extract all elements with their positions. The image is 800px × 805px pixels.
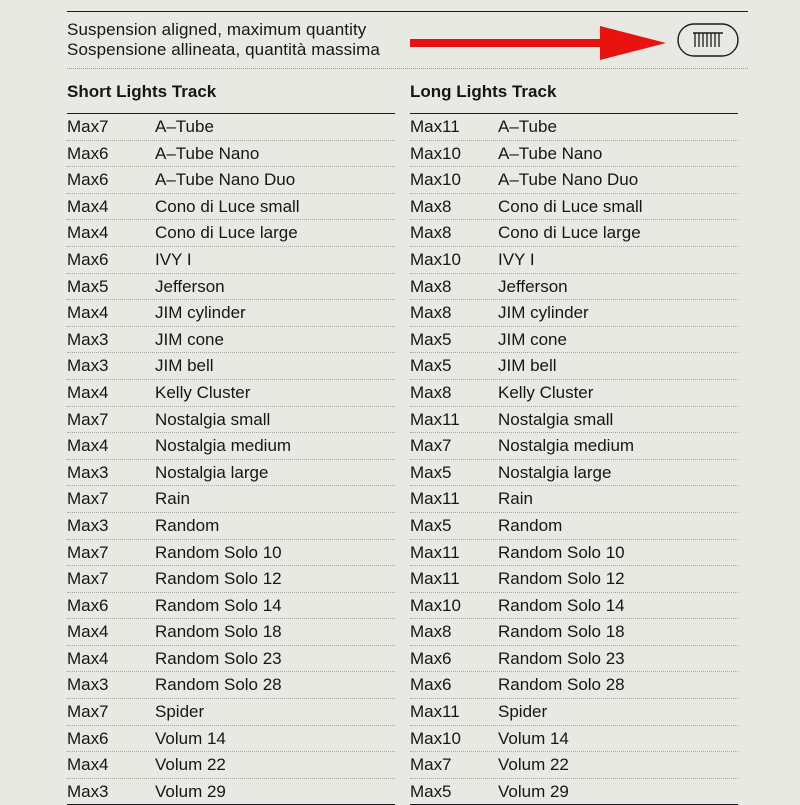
light-name: Jefferson	[498, 276, 568, 296]
short-track-title: Short Lights Track	[67, 80, 395, 114]
list-item	[410, 220, 738, 247]
max-quantity: 5	[442, 515, 452, 535]
list-item	[410, 194, 738, 221]
light-name: Volum 22	[498, 755, 569, 775]
light-name: Random Solo 18	[498, 622, 625, 642]
max-quantity: 4	[99, 196, 109, 216]
max-quantity: 8	[442, 382, 452, 402]
header-line-it: Sospensione allineata, quantità massima	[67, 40, 380, 59]
header-line-en: Suspension aligned, maximum quantity	[67, 20, 367, 39]
max-label: Max	[410, 515, 443, 535]
list-item	[67, 752, 395, 779]
short-track-list	[67, 114, 395, 805]
max-label: Max	[410, 356, 443, 376]
header	[67, 20, 748, 68]
list-item	[67, 699, 395, 726]
list-item	[67, 353, 395, 380]
max-quantity: 7	[99, 702, 109, 722]
max-label: Max	[67, 196, 100, 216]
max-label: Max	[67, 276, 100, 296]
max-label: Max	[410, 755, 443, 775]
max-label: Max	[67, 143, 100, 163]
list-item	[410, 593, 738, 620]
max-quantity: 11	[442, 702, 460, 722]
max-label: Max	[67, 702, 100, 722]
max-quantity: 11	[442, 117, 460, 136]
max-quantity: 11	[442, 569, 460, 589]
light-name: Kelly Cluster	[155, 382, 251, 402]
max-quantity: 7	[99, 569, 109, 589]
list-item	[410, 646, 738, 673]
light-name: Volum 14	[498, 728, 569, 748]
list-item	[67, 672, 395, 699]
light-name: Volum 14	[155, 728, 226, 748]
list-item	[410, 699, 738, 726]
light-name: Random Solo 10	[155, 542, 282, 562]
max-label: Max	[410, 276, 443, 296]
max-label: Max	[410, 249, 443, 269]
list-item	[410, 752, 738, 779]
max-label: Max	[67, 542, 100, 562]
max-quantity: 8	[442, 196, 452, 216]
max-quantity: 3	[99, 329, 109, 349]
list-item	[410, 327, 738, 354]
max-quantity: 7	[99, 409, 109, 429]
max-label: Max	[67, 515, 100, 535]
max-label: Max	[410, 223, 443, 243]
light-name: Kelly Cluster	[498, 382, 594, 402]
max-quantity: 8	[442, 276, 452, 296]
max-quantity: 3	[99, 675, 109, 695]
light-name: JIM bell	[155, 356, 214, 376]
max-quantity: 6	[99, 595, 109, 615]
max-label: Max	[410, 117, 443, 136]
list-item	[67, 540, 395, 567]
list-item	[410, 167, 738, 194]
light-name: Random Solo 14	[155, 595, 282, 615]
max-quantity: 4	[99, 303, 109, 323]
max-label: Max	[67, 329, 100, 349]
max-quantity: 11	[442, 489, 460, 509]
max-label: Max	[67, 622, 100, 642]
max-quantity: 7	[99, 542, 109, 562]
list-item	[410, 486, 738, 513]
list-item	[410, 672, 738, 699]
list-item	[67, 114, 395, 141]
light-name: Random Solo 28	[498, 675, 625, 695]
short-track-column	[67, 80, 395, 805]
max-quantity: 3	[99, 515, 109, 535]
list-item	[67, 513, 395, 540]
max-label: Max	[67, 409, 100, 429]
header-text	[67, 20, 380, 60]
max-label: Max	[67, 728, 100, 748]
max-label: Max	[67, 462, 100, 482]
list-item	[410, 380, 738, 407]
list-item	[410, 407, 738, 434]
list-item	[410, 540, 738, 567]
max-label: Max	[410, 143, 443, 163]
track-light-icon	[677, 23, 739, 57]
max-quantity: 3	[99, 781, 109, 801]
light-name: Cono di Luce small	[155, 196, 300, 216]
list-item	[410, 274, 738, 301]
max-label: Max	[410, 675, 443, 695]
max-label: Max	[67, 356, 100, 376]
light-name: Jefferson	[155, 276, 225, 296]
list-item	[410, 247, 738, 274]
light-name: A–Tube Nano Duo	[155, 170, 296, 190]
max-quantity: 7	[99, 117, 109, 136]
list-item	[67, 300, 395, 327]
max-label: Max	[410, 595, 443, 615]
light-name: Volum 29	[155, 781, 226, 801]
max-quantity: 11	[442, 409, 460, 429]
list-item	[410, 433, 738, 460]
light-name: Cono di Luce large	[155, 223, 298, 243]
max-quantity: 6	[99, 143, 109, 163]
max-quantity: 7	[99, 489, 109, 509]
light-name: Volum 29	[498, 781, 569, 801]
max-quantity: 8	[442, 223, 452, 243]
long-track-title: Long Lights Track	[410, 80, 738, 114]
max-quantity: 5	[442, 329, 452, 349]
list-item	[67, 646, 395, 673]
light-name: Nostalgia medium	[498, 436, 635, 456]
list-item	[67, 380, 395, 407]
max-label: Max	[67, 569, 100, 589]
light-name: Nostalgia small	[155, 409, 271, 429]
max-label: Max	[67, 303, 100, 323]
max-quantity: 7	[442, 436, 452, 456]
max-label: Max	[67, 781, 100, 801]
light-name: A–Tube Nano	[498, 143, 603, 163]
max-quantity: 7	[442, 755, 452, 775]
max-quantity: 11	[442, 542, 460, 562]
max-label: Max	[67, 675, 100, 695]
long-track-column	[410, 80, 738, 805]
max-quantity: 5	[442, 356, 452, 376]
list-item	[67, 433, 395, 460]
light-name: A–Tube Nano	[155, 143, 260, 163]
max-quantity: 5	[442, 781, 452, 801]
max-label: Max	[67, 223, 100, 243]
list-item	[67, 779, 395, 805]
light-name: JIM cylinder	[498, 303, 589, 323]
light-name: Random Solo 23	[155, 648, 282, 668]
list-item	[67, 619, 395, 646]
light-name: Random Solo 14	[498, 595, 625, 615]
list-item	[67, 327, 395, 354]
light-name: Nostalgia large	[155, 462, 269, 482]
max-label: Max	[67, 755, 100, 775]
max-label: Max	[410, 622, 443, 642]
max-quantity: 6	[99, 728, 109, 748]
max-label: Max	[67, 117, 100, 136]
light-name: Random	[498, 515, 563, 535]
max-label: Max	[67, 382, 100, 402]
list-item	[410, 460, 738, 487]
max-label: Max	[410, 382, 443, 402]
max-label: Max	[410, 569, 443, 589]
max-label: Max	[67, 648, 100, 668]
list-item	[67, 566, 395, 593]
max-quantity: 10	[442, 143, 461, 163]
list-item	[67, 274, 395, 301]
max-quantity: 8	[442, 622, 452, 642]
light-name: Nostalgia large	[498, 462, 612, 482]
light-name: Random Solo 18	[155, 622, 282, 642]
light-name: Spider	[155, 702, 205, 722]
max-quantity: 10	[442, 595, 461, 615]
list-item	[410, 353, 738, 380]
light-name: JIM bell	[498, 356, 557, 376]
light-name: Volum 22	[155, 755, 226, 775]
max-quantity: 10	[442, 170, 461, 190]
list-item	[410, 619, 738, 646]
list-item	[67, 593, 395, 620]
max-quantity: 4	[99, 382, 109, 402]
max-label: Max	[410, 489, 443, 509]
light-name: JIM cone	[155, 329, 224, 349]
max-quantity: 10	[442, 728, 461, 748]
light-name: Random Solo 12	[498, 569, 625, 589]
max-label: Max	[410, 542, 443, 562]
header-divider	[67, 68, 748, 69]
max-label: Max	[410, 781, 443, 801]
max-label: Max	[410, 329, 443, 349]
max-label: Max	[67, 249, 100, 269]
list-item	[67, 194, 395, 221]
long-track-list	[410, 114, 738, 805]
max-label: Max	[67, 489, 100, 509]
light-name: Random Solo 12	[155, 569, 282, 589]
light-name: IVY I	[498, 249, 535, 269]
light-name: Rain	[498, 489, 533, 509]
light-name: A–Tube Nano Duo	[498, 170, 639, 190]
light-name: IVY I	[155, 249, 192, 269]
max-label: Max	[410, 436, 443, 456]
light-name: Cono di Luce large	[498, 223, 641, 243]
max-label: Max	[410, 462, 443, 482]
list-item	[410, 726, 738, 753]
list-item	[410, 300, 738, 327]
max-quantity: 5	[442, 462, 452, 482]
max-label: Max	[410, 196, 443, 216]
light-name: JIM cylinder	[155, 303, 246, 323]
light-name: Spider	[498, 702, 548, 722]
list-item	[67, 486, 395, 513]
list-item	[410, 779, 738, 805]
list-item	[67, 726, 395, 753]
max-label: Max	[410, 409, 443, 429]
list-item	[410, 513, 738, 540]
max-quantity: 5	[99, 276, 109, 296]
max-label: Max	[410, 648, 443, 668]
max-quantity: 4	[99, 223, 109, 243]
max-quantity: 4	[99, 622, 109, 642]
light-name: Random Solo 28	[155, 675, 282, 695]
light-name: Cono di Luce small	[498, 196, 643, 216]
max-quantity: 6	[99, 249, 109, 269]
list-item	[67, 167, 395, 194]
max-label: Max	[410, 170, 443, 190]
light-name: Random Solo 23	[498, 648, 625, 668]
light-name: Rain	[155, 489, 190, 509]
max-label: Max	[67, 436, 100, 456]
max-quantity: 4	[99, 648, 109, 668]
max-quantity: 8	[442, 303, 452, 323]
max-quantity: 4	[99, 436, 109, 456]
list-item	[67, 460, 395, 487]
max-quantity: 10	[442, 249, 461, 269]
light-name: Nostalgia medium	[155, 436, 292, 456]
light-name: Random	[155, 515, 220, 535]
list-item	[410, 141, 738, 168]
max-quantity: 6	[442, 648, 452, 668]
list-item	[67, 247, 395, 274]
top-rule	[67, 11, 748, 12]
list-item	[410, 566, 738, 593]
max-label: Max	[67, 595, 100, 615]
list-item	[67, 407, 395, 434]
max-quantity: 6	[442, 675, 452, 695]
light-name: Nostalgia small	[498, 409, 614, 429]
light-name: JIM cone	[498, 329, 567, 349]
max-quantity: 3	[99, 356, 109, 376]
list-item	[410, 114, 738, 141]
list-item	[67, 141, 395, 168]
max-label: Max	[410, 303, 443, 323]
max-label: Max	[67, 170, 100, 190]
arrow-right-icon	[410, 25, 666, 61]
light-name: Random Solo 10	[498, 542, 625, 562]
light-name: A–Tube	[498, 117, 557, 136]
max-label: Max	[410, 728, 443, 748]
max-quantity: 3	[99, 462, 109, 482]
light-name: A–Tube	[155, 117, 214, 136]
list-item	[67, 220, 395, 247]
max-quantity: 6	[99, 170, 109, 190]
max-quantity: 4	[99, 755, 109, 775]
max-label: Max	[410, 702, 443, 722]
